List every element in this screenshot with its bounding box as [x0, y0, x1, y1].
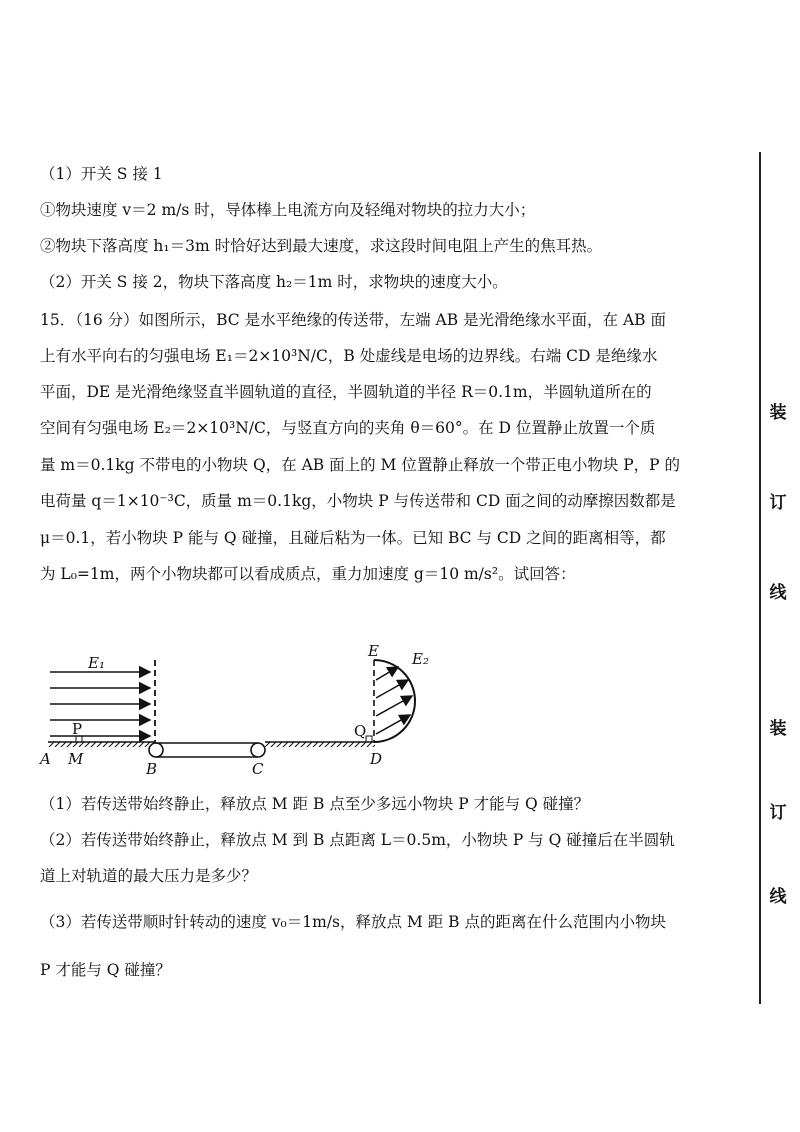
question-3-line-2: P 才能与 Q 碰撞？ — [40, 961, 171, 979]
problem-15-line-7: μ＝0.1，若小物块 P 能与 Q 碰撞，且碰后粘为一体。已知 BC 与 CD 之间的距离相等，都 — [40, 529, 666, 547]
binding-char-xian-2: 线 — [769, 887, 787, 907]
binding-char-zhuang-1: 装 — [769, 403, 787, 423]
subquestion-1-part-2: ②物块下落高度 h₁＝3m 时恰好达到最大速度，求这段时间电阻上产生的焦耳热。 — [40, 237, 603, 255]
label-e1: E₁ — [88, 654, 105, 672]
block-q — [366, 736, 372, 742]
label-b: B — [146, 760, 158, 778]
binding-char-ding-2: 订 — [769, 803, 787, 823]
subquestion-2-switch-s2: （2）开关 S 接 2，物块下落高度 h₂＝1m 时，求物块的速度大小。 — [40, 273, 508, 291]
label-e: E — [368, 642, 379, 660]
subquestion-1-switch-s1: （1）开关 S 接 1 — [40, 165, 163, 183]
label-q: Q — [354, 722, 367, 740]
question-3-line-1: （3）若传送带顺时针转动的速度 v₀＝1m/s，释放点 M 距 B 点的距离在什么范围内小物块 — [40, 913, 666, 931]
binding-line — [759, 152, 761, 1004]
semicircle-track — [374, 660, 415, 742]
label-a: A — [40, 750, 51, 768]
label-p: P — [72, 720, 83, 738]
problem-15-line-2: 上有水平向右的匀强电场 E₁＝2×10³N/C，B 处虚线是电场的边界线。右端 CD 是绝缘水 — [40, 347, 658, 365]
label-d: D — [370, 750, 383, 768]
label-m: M — [68, 750, 84, 768]
subquestion-1-part-1: ①物块速度 v＝2 m/s 时，导体棒上电流方向及轻绳对物块的拉力大小； — [40, 201, 536, 219]
binding-char-xian-1: 线 — [769, 583, 787, 603]
question-2-line-1: （2）若传送带始终静止，释放点 M 到 B 点距离 L＝0.5m，小物块 P 与 Q 碰撞后在半圆轨 — [40, 831, 675, 849]
pulley-b — [149, 743, 163, 757]
field-e1-arrows — [50, 672, 150, 736]
question-1: （1）若传送带始终静止，释放点 M 距 B 点至少多远小物块 P 才能与 Q 碰撞？ — [40, 795, 590, 813]
problem-15-line-6: 电荷量 q＝1×10⁻³C，质量 m＝0.1kg，小物块 P 与传送带和 CD 面之间的动摩擦因数都是 — [40, 492, 676, 510]
binding-char-ding-1: 订 — [769, 493, 787, 513]
label-e2: E₂ — [412, 650, 429, 668]
problem-diagram — [36, 640, 476, 780]
pulley-c — [251, 743, 265, 757]
label-c: C — [252, 760, 264, 778]
problem-15-line-4: 空间有匀强电场 E₂＝2×10³N/C，与竖直方向的夹角 θ＝60°。在 D 位置静止放置一个质 — [40, 419, 656, 437]
problem-15-line-8: 为 L₀=1m，两个小物块都可以看成质点，重力加速度 g＝10 m/s²。试回答： — [40, 565, 576, 583]
problem-15-line-1: 15．（16 分）如图所示，BC 是水平绝缘的传送带，左端 AB 是光滑绝缘水平面，在 AB 面 — [40, 311, 666, 329]
problem-15-line-5: 量 m＝0.1kg 不带电的小物块 Q，在 AB 面上的 M 位置静止释放一个带正电小物块 P，P 的 — [40, 456, 681, 474]
binding-char-zhuang-2: 装 — [769, 719, 787, 739]
question-2-line-2: 道上对轨道的最大压力是多少？ — [40, 867, 258, 885]
problem-15-line-3: 平面，DE 是光滑绝缘竖直半圆轨道的直径，半圆轨道的半径 R＝0.1m，半圆轨道所在的 — [40, 383, 652, 401]
